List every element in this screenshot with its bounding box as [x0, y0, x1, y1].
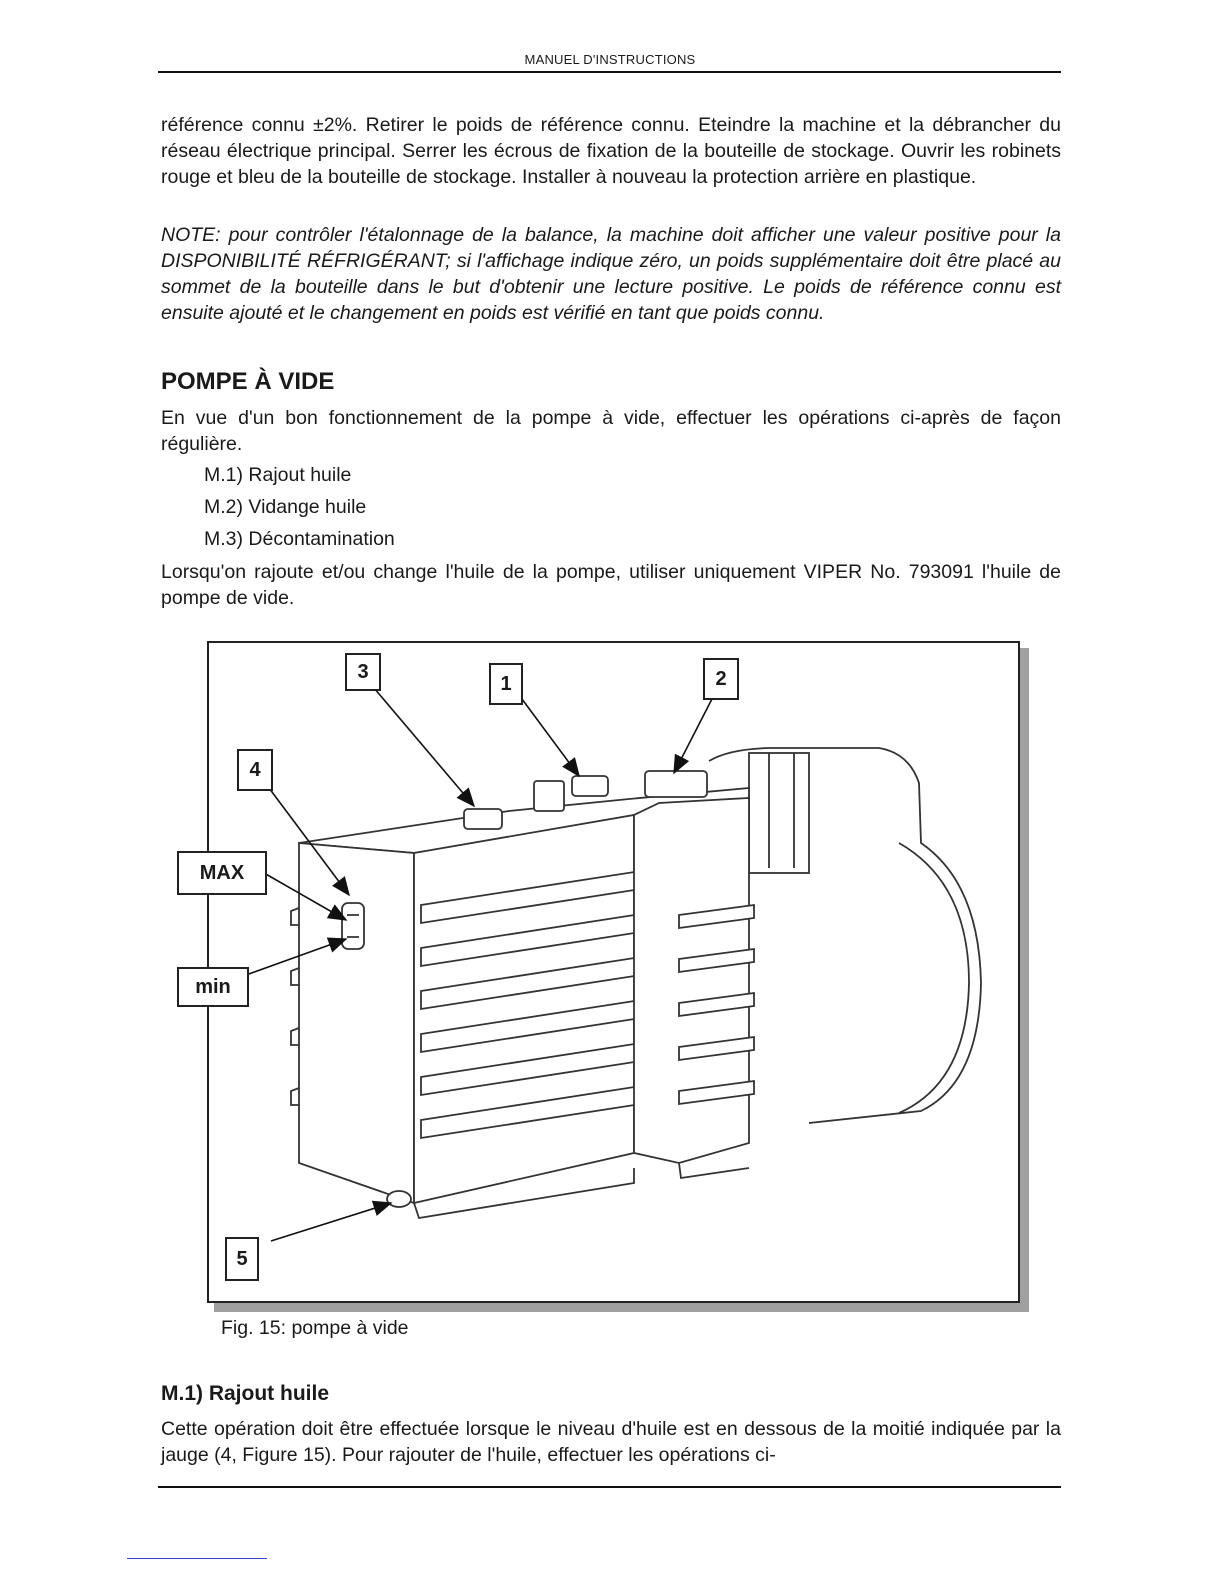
callout-1: 1 [489, 663, 523, 705]
callout-min: min [177, 967, 249, 1007]
cap-2-shape [645, 771, 707, 797]
callout-3: 3 [345, 653, 381, 691]
leader-3-shape [374, 688, 474, 806]
header-rule [158, 71, 1061, 73]
list-item: M.2) Vidange huile [204, 496, 367, 518]
paragraph-intro: En vue d'un bon fonctionnement de la pompe à vide, effectuer les opérations ci-après de façon régulière. [161, 407, 1061, 455]
calibration-note: NOTE: pour contrôler l'étalonnage de la balance, la machine doit afficher une valeur positive pour la DISPONIBILITÉ RÉFRIGÉRANT; si l'affichage indique zéro, un poids supplémentaire doit être placé au sommet de la bouteille dans le but d'obtenir une lecture positive. Le poids de référence connu est ensuite ajouté et le changement en poids est vérifié en tant que poids connu. [161, 224, 1061, 324]
figure-caption: Fig. 15: pompe à vide [221, 1317, 409, 1339]
leader-2-shape [674, 695, 714, 773]
callout-5: 5 [225, 1237, 259, 1281]
figure-frame [195, 641, 1020, 1303]
section-title: POMPE À VIDE [161, 368, 335, 395]
callout-2: 2 [703, 658, 739, 700]
callout-max: MAX [177, 851, 267, 895]
footer-link-underline [127, 1558, 267, 1559]
cap-3-shape [464, 809, 502, 829]
paragraph-calibration: référence connu ±2%. Retirer le poids de référence connu. Eteindre la machine et la débrancher du réseau électrique principal. Serrer les écrous de fixation de la bouteille de stockage. Ouvrir les robinets rouge et bleu de la bouteille de stockage. Installer à nouveau la protection arrière en plastique. [161, 114, 1061, 188]
oil-sight-glass-shape [342, 903, 364, 949]
leader-1-shape [519, 695, 579, 776]
leader-5-shape [271, 1203, 391, 1241]
callout-4: 4 [237, 749, 273, 791]
exhaust-stub-shape [534, 781, 564, 811]
pump-bracket-shape [634, 798, 749, 1163]
drain-plug-shape [387, 1191, 411, 1207]
paragraph-oil: Lorsqu'on rajoute et/ou change l'huile de la pompe, utiliser uniquement VIPER No. 793091 l'huile de pompe de vide. [161, 561, 1061, 609]
cap-1-shape [572, 776, 608, 796]
subsection-title: M.1) Rajout huile [161, 1382, 329, 1405]
list-item: M.3) Décontamination [204, 528, 395, 550]
paragraph-oil-refill: Cette opération doit être effectuée lorsque le niveau d'huile est en dessous de la moitié indiquée par la jauge (4, Figure 15). Pour rajouter de l'huile, effectuer les opérations ci- [161, 1418, 1061, 1466]
list-item: M.1) Rajout huile [204, 464, 352, 486]
operations-list [204, 461, 395, 557]
footer-rule [158, 1486, 1061, 1488]
pump-left-panel-shape [299, 843, 414, 1203]
vacuum-pump-drawing [209, 643, 1018, 1301]
page-header: MANUEL D'INSTRUCTIONS [524, 52, 696, 67]
